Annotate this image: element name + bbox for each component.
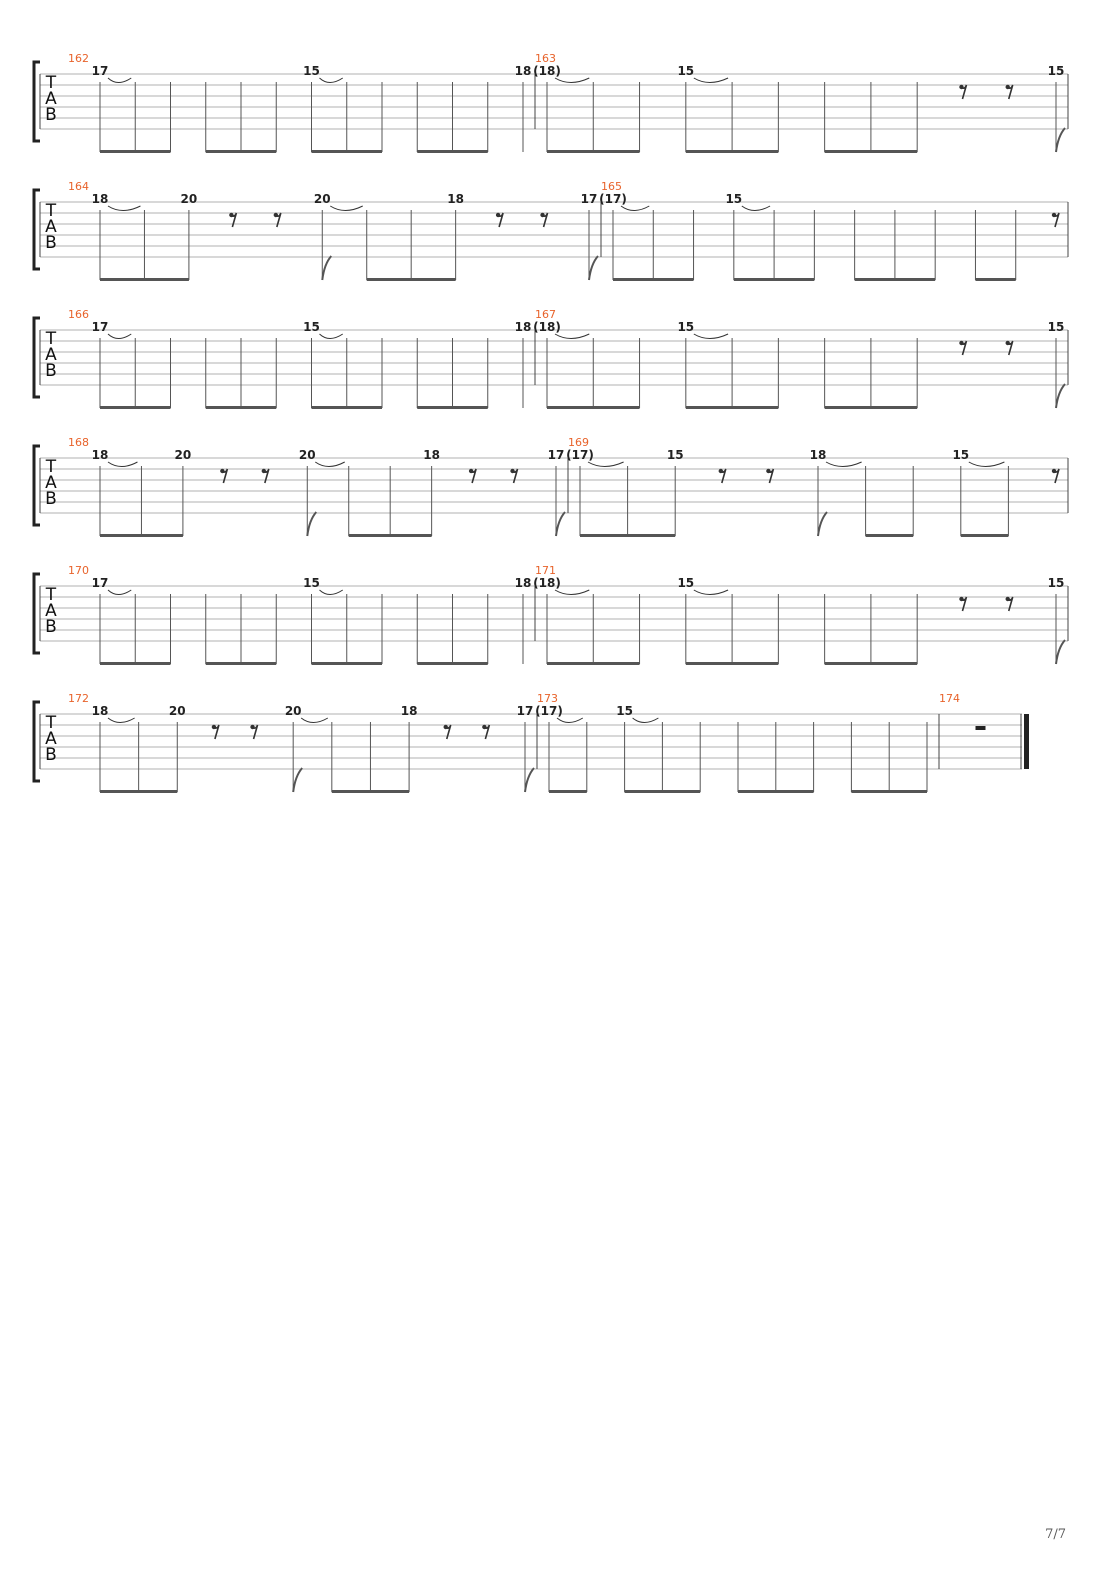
tab-clef-letter: T <box>45 329 57 349</box>
note-flag <box>322 256 331 280</box>
fret-number: 15 <box>303 64 320 78</box>
tie-arc <box>320 590 343 595</box>
note-flag <box>1056 128 1065 152</box>
tab-clef-letter: T <box>45 713 57 733</box>
tab-clef-letter: T <box>45 457 57 477</box>
fret-number: 20 <box>313 192 331 206</box>
note-flag <box>818 512 827 536</box>
tab-clef-letter: B <box>45 617 57 637</box>
beam <box>975 278 1015 281</box>
tie-arc <box>315 462 344 467</box>
tie-arc <box>108 462 137 467</box>
fret-number: 18 <box>514 64 532 78</box>
tab-clef-letter: A <box>45 345 57 365</box>
tie-arc <box>108 590 131 595</box>
fret-number: (18) <box>533 576 561 590</box>
measure-number: 170 <box>68 564 89 577</box>
fret-number: 18 <box>447 192 464 206</box>
half-rest <box>976 726 986 730</box>
tie-arc <box>588 462 624 467</box>
fret-number: (17) <box>535 704 563 718</box>
system-bracket <box>34 62 40 141</box>
fret-number: 15 <box>666 448 684 462</box>
fret-number: 17 <box>580 192 598 206</box>
beam <box>100 278 189 281</box>
fret-number: 18 <box>423 448 440 462</box>
page-number: 7/7 <box>1045 1527 1066 1542</box>
tab-clef-letter: T <box>45 585 57 605</box>
tie-arc <box>108 78 131 83</box>
tie-arc <box>555 590 589 595</box>
tie-arc <box>555 334 589 339</box>
fret-number: 17 <box>91 576 109 590</box>
tab-clef-letter: T <box>45 73 57 93</box>
beam <box>613 278 694 281</box>
beam <box>580 534 675 537</box>
tab-system <box>34 692 1029 793</box>
beam <box>417 150 488 153</box>
measure-number: 162 <box>68 52 89 65</box>
beam <box>100 406 171 409</box>
tie-arc <box>301 718 328 723</box>
note-flag <box>556 512 565 536</box>
tie-arc <box>555 78 589 83</box>
fret-number: 15 <box>725 192 743 206</box>
beam <box>855 278 936 281</box>
fret-number: 15 <box>1047 64 1065 78</box>
measure-number: 168 <box>68 436 89 449</box>
fret-number: 18 <box>91 192 109 206</box>
tie-arc <box>108 718 135 723</box>
beam <box>961 534 1009 537</box>
tie-arc <box>633 718 659 723</box>
note-flag <box>1056 384 1065 408</box>
tie-arc <box>320 334 343 339</box>
beam <box>825 150 918 153</box>
fret-number: 15 <box>677 64 695 78</box>
fret-number: 15 <box>1047 576 1065 590</box>
measure-number: 169 <box>568 436 589 449</box>
beam <box>686 662 779 665</box>
measure-number: 173 <box>537 692 558 705</box>
beam <box>312 150 383 153</box>
fret-number: 18 <box>400 704 418 718</box>
beam <box>367 278 456 281</box>
beam <box>206 662 277 665</box>
beam <box>866 534 914 537</box>
beam <box>206 150 277 153</box>
tab-system <box>34 52 1068 153</box>
tab-clef-letter: A <box>45 89 57 109</box>
fret-number: 17 <box>91 320 109 334</box>
system-bracket <box>34 702 40 781</box>
tie-arc <box>694 78 728 83</box>
beam <box>686 150 779 153</box>
beam <box>825 406 918 409</box>
fret-number: 17 <box>91 64 109 78</box>
fret-number: 18 <box>91 448 109 462</box>
fret-number: 20 <box>168 704 186 718</box>
system-bracket <box>34 574 40 653</box>
beam <box>206 406 277 409</box>
beam <box>417 406 488 409</box>
tie-arc <box>969 462 1005 467</box>
beam <box>851 790 927 793</box>
beam <box>547 150 640 153</box>
fret-number: 15 <box>303 576 320 590</box>
fret-number: 15 <box>1047 320 1065 334</box>
tie-arc <box>694 334 728 339</box>
fret-number: 15 <box>677 320 695 334</box>
tie-arc <box>320 78 343 83</box>
note-flag <box>307 512 316 536</box>
measure-number: 163 <box>535 52 556 65</box>
tab-clef-letter: B <box>45 745 57 765</box>
note-flag <box>293 768 302 792</box>
measure-number: 164 <box>68 180 89 193</box>
fret-number: 17 <box>516 704 534 718</box>
fret-number: (18) <box>533 64 561 78</box>
beam <box>625 790 701 793</box>
fret-number: 15 <box>616 704 633 718</box>
measure-number: 174 <box>939 692 960 705</box>
tie-arc <box>557 718 583 723</box>
note-flag <box>1056 640 1065 664</box>
fret-number: 17 <box>547 448 565 462</box>
beam <box>547 406 640 409</box>
tab-clef-letter: B <box>45 489 57 509</box>
tab-clef-letter: A <box>45 729 57 749</box>
tab-clef-letter: T <box>45 201 57 221</box>
tab-clef-letter: A <box>45 473 57 493</box>
beam <box>686 406 779 409</box>
final-barline <box>1024 714 1029 769</box>
tab-clef-letter: B <box>45 233 57 253</box>
fret-number: 20 <box>180 192 198 206</box>
beam <box>100 150 171 153</box>
tab-clef-letter: B <box>45 105 57 125</box>
beam <box>312 662 383 665</box>
tab-clef-letter: B <box>45 361 57 381</box>
fret-number: 15 <box>303 320 320 334</box>
beam <box>738 790 814 793</box>
beam <box>100 662 171 665</box>
beam <box>734 278 815 281</box>
tab-system <box>34 436 1068 537</box>
tie-arc <box>108 206 140 211</box>
beam <box>100 534 183 537</box>
fret-number: 20 <box>174 448 192 462</box>
fret-number: (18) <box>533 320 561 334</box>
system-bracket <box>34 318 40 397</box>
tab-system <box>34 564 1068 665</box>
tie-arc <box>826 462 862 467</box>
tab-system <box>34 308 1068 409</box>
fret-number: (17) <box>599 192 627 206</box>
tie-arc <box>694 590 728 595</box>
note-flag <box>589 256 598 280</box>
beam <box>332 790 409 793</box>
note-flag <box>525 768 534 792</box>
system-bracket <box>34 190 40 269</box>
fret-number: 18 <box>809 448 827 462</box>
fret-number: 18 <box>91 704 109 718</box>
tab-clef-letter: A <box>45 601 57 621</box>
beam <box>312 406 383 409</box>
beam <box>417 662 488 665</box>
fret-number: 18 <box>514 320 532 334</box>
fret-number: (17) <box>566 448 594 462</box>
tab-clef-letter: A <box>45 217 57 237</box>
measure-number: 167 <box>535 308 556 321</box>
beam <box>825 662 918 665</box>
fret-number: 15 <box>677 576 695 590</box>
system-bracket <box>34 446 40 525</box>
measure-number: 171 <box>535 564 556 577</box>
measure-number: 166 <box>68 308 89 321</box>
tie-arc <box>330 206 362 211</box>
beam <box>349 534 432 537</box>
beam <box>547 662 640 665</box>
fret-number: 20 <box>284 704 302 718</box>
measure-number: 172 <box>68 692 89 705</box>
fret-number: 18 <box>514 576 532 590</box>
tie-arc <box>742 206 770 211</box>
measure-number: 165 <box>601 180 622 193</box>
beam <box>100 790 177 793</box>
fret-number: 15 <box>952 448 970 462</box>
fret-number: 20 <box>298 448 316 462</box>
tab-system <box>34 180 1068 281</box>
tie-arc <box>108 334 131 339</box>
beam <box>549 790 587 793</box>
tie-arc <box>621 206 649 211</box>
